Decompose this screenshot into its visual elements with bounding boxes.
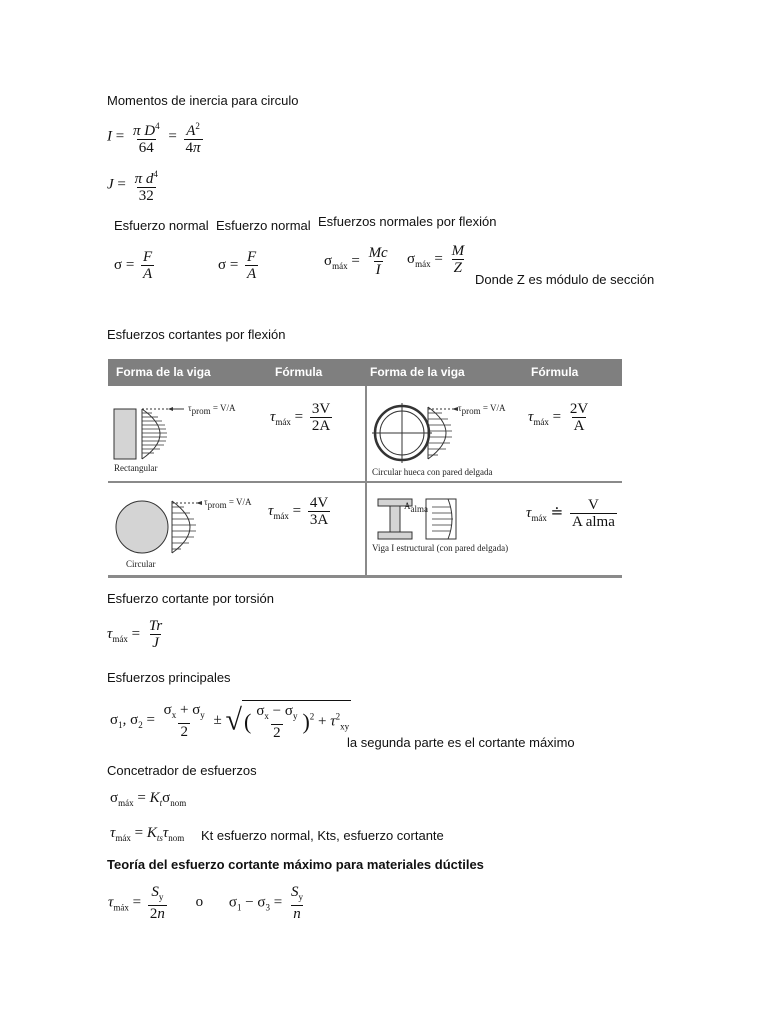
formula-torsion: $\tau_{máx}$ = $\frac{Tr}{J}$ [107, 618, 163, 651]
formula-sigma-max-M-Z: $\sigma_{máx}$ = $\frac{M}{Z}$ [407, 243, 465, 276]
formula-num-hueca: 2V [569, 401, 589, 417]
shear-formula-table [108, 359, 622, 578]
note-donde-z: Donde Z es módulo de sección [475, 272, 655, 287]
formula-principal-stresses: $\sigma_1$, $\sigma_2$ = $\frac{\sigma_x + \sigma_y}{2}$ ± √( $\frac{\sigma_x - \sigma_y}{2}$ )$^2 + \tau^2_{xy}$ [110, 701, 350, 741]
formula-inertia-I: I = $\frac{\pi D^4}{64}$ = $\frac{A^2}{4\pi}$ [107, 121, 201, 156]
formula-viga-i: $\tau_{máx}$ ≐ $\frac{V}{\text{A alma}}$ [526, 497, 615, 530]
note-kt-kts: Kt esfuerzo normal, Kts, esfuerzo cortante [201, 828, 444, 843]
formula-tresca: $\tau_{máx}$ = $\frac{S_y}{2n}$ o $\sigma_1 - \sigma_3$ = $\frac{S_y}{n}$ [108, 884, 303, 922]
formula-circular: $\tau_{máx}$ = $\frac{4V}{3A}$ [268, 495, 329, 528]
formula-sigma-concentrador: $\sigma_{máx} = K_t\sigma_{nom}$ [110, 790, 187, 808]
table-bottom-rule [108, 575, 622, 578]
formula-sigma-F-A-2: σ = $\frac{F}{A}$ [218, 249, 257, 282]
formula-sigma-F-A-1: σ = $\frac{F}{A}$ [114, 249, 153, 282]
label-esfuerzo-normal-2: Esfuerzo normal [216, 218, 311, 233]
formula-rectangular: $\tau_{máx}$ = $\frac{3V}{2A}$ [270, 401, 331, 434]
a-alma-annotation: $A_{alma}$ [404, 501, 428, 514]
label-circular-hueca: Circular hueca con pared delgada [372, 467, 493, 477]
formula-polar-J: J = $\frac{\pi d^4}{32}$ [107, 169, 158, 204]
heading-principales: Esfuerzos principales [107, 670, 231, 685]
formula-sigma-max-Mc-I: $\sigma_{máx}$ = $\frac{Mc}{I}$ [324, 245, 388, 278]
label-viga-i: Viga I estructural (con pared delgada) [372, 543, 509, 553]
table-divider-horizontal [108, 481, 622, 483]
label-rectangular: Rectangular [114, 463, 158, 473]
label-esfuerzo-normal-1: Esfuerzo normal [114, 218, 209, 233]
heading-concentrador: Concetrador de esfuerzos [107, 763, 257, 778]
formula-num-circ: 4V [309, 495, 329, 511]
label-circular: Circular [126, 559, 156, 569]
formula-den-rect: 2A [311, 418, 331, 434]
tau-prom-annotation-3: $\tau_{prom} = V/A$ [204, 497, 252, 510]
table-header [108, 359, 622, 386]
formula-circular-hueca: $\tau_{máx}$ = $\frac{2V}{A}$ [528, 401, 589, 434]
formula-tau-concentrador: $\tau_{máx} = K_{ts}\tau_{nom}$ [110, 825, 185, 843]
header-formula-2: Fórmula [531, 365, 579, 379]
heading-cortantes-flexion: Esfuerzos cortantes por flexión [107, 327, 286, 342]
tau-prom-annotation-2: $\tau_{prom} = V/A$ [458, 403, 506, 416]
formula-num-viga: V [587, 497, 599, 513]
header-forma-1: Forma de la viga [116, 365, 211, 379]
formula-den-circ: 3A [309, 512, 329, 528]
formula-den-viga: A alma [571, 514, 615, 530]
formula-num-rect: 3V [311, 401, 331, 417]
label-normales-flexion: Esfuerzos normales por flexión [318, 214, 497, 229]
heading-momentos-inercia: Momentos de inercia para circulo [107, 93, 299, 108]
heading-torsion: Esfuerzo cortante por torsión [107, 591, 274, 606]
tau-prom-annotation-1: $\tau_{prom} = V/A$ [188, 403, 236, 416]
note-segunda-parte: la segunda parte es el cortante máximo [347, 735, 575, 750]
heading-teoria-cortante: Teoría del esfuerzo cortante máximo para materiales dúctiles [107, 857, 484, 872]
formula-den-hueca: A [573, 418, 585, 434]
header-formula-1: Fórmula [275, 365, 323, 379]
header-forma-2: Forma de la viga [370, 365, 465, 379]
